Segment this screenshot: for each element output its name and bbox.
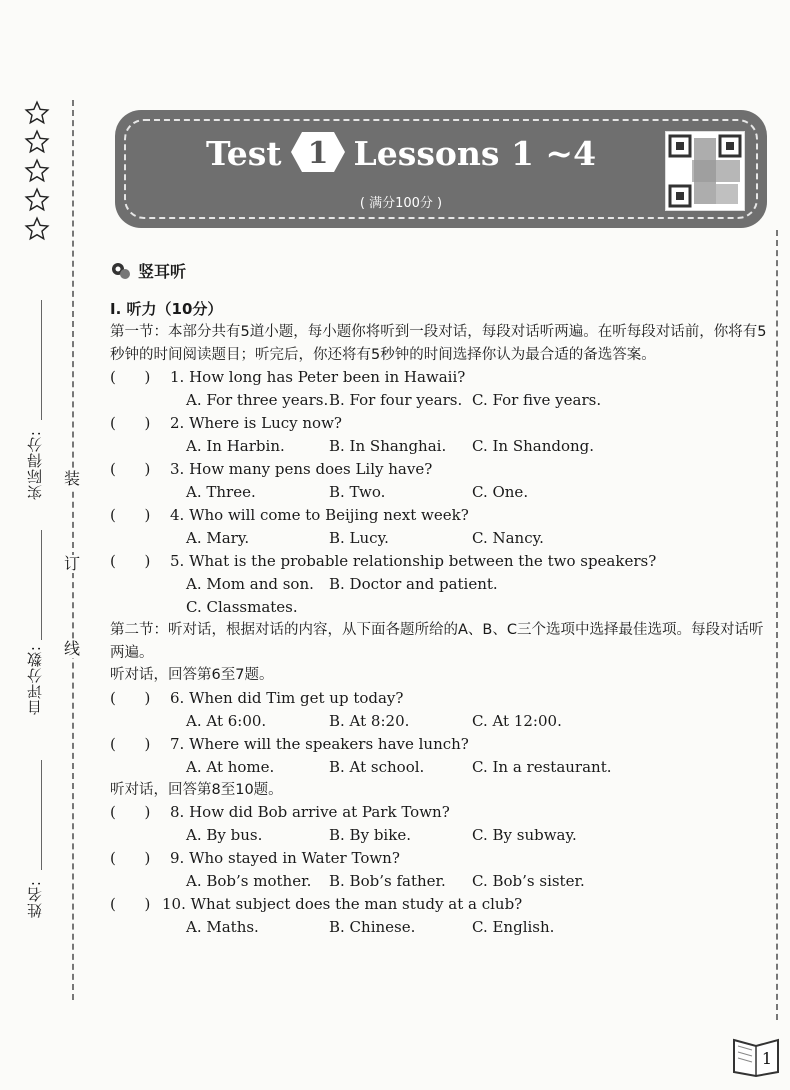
option-c: C. For five years.: [472, 391, 602, 409]
full-score-note: ( 满分100分 ): [359, 196, 443, 211]
binding-char-xian: 线: [64, 639, 81, 658]
name-label: 姓名:: [26, 880, 44, 919]
page-number: 1: [761, 1049, 773, 1068]
qr-code-icon: [666, 132, 744, 210]
score-underline: [41, 300, 42, 420]
option-c: C. In Shandong.: [472, 437, 595, 455]
question-text: 7. Where will the speakers have lunch?: [170, 734, 469, 753]
binding-line: [72, 100, 74, 1000]
answer-blank[interactable]: ( ): [110, 368, 151, 386]
page-number-book-icon: [730, 1030, 782, 1078]
option-c: C. Bob’s sister.: [472, 872, 585, 890]
question-3: [110, 458, 768, 504]
option-b: B. Bob’s father.: [329, 872, 446, 890]
question-7: [110, 733, 768, 779]
star-icon: [24, 216, 50, 242]
self-score-underline: [41, 530, 42, 640]
section-heading: [110, 254, 768, 288]
option-b: B. Doctor and patient.: [329, 575, 498, 593]
option-b: B. At 8:20.: [329, 711, 410, 730]
binding-char-zhuang: 装: [64, 469, 81, 488]
difficulty-stars: [24, 100, 52, 245]
question-text: 8. How did Bob arrive at Park Town?: [170, 803, 450, 821]
option-c: C. In a restaurant.: [472, 757, 612, 776]
lessons-range: Lessons 1 ~4: [353, 134, 597, 173]
actual-score-label: 实际得分:: [26, 430, 44, 501]
option-c: C. Nancy.: [472, 529, 544, 547]
star-icon: [24, 100, 50, 126]
name-underline: [41, 760, 42, 870]
answer-blank[interactable]: ( ): [110, 895, 151, 913]
group-instruction-8-10: 听对话，回答第8至10题。: [110, 781, 283, 798]
option-a: A. For three years.: [186, 391, 329, 409]
option-b: B. In Shanghai.: [329, 437, 447, 455]
question-5: [110, 550, 768, 619]
self-score-label: 自评分数:: [26, 645, 44, 716]
question-text: 9. Who stayed in Water Town?: [170, 849, 400, 867]
option-b: B. Lucy.: [329, 529, 389, 547]
left-margin: [0, 0, 110, 1090]
question-text: 2. Where is Lucy now?: [170, 414, 342, 432]
option-a: A. Bob’s mother.: [186, 872, 312, 890]
question-text: 4. Who will come to Beijing next week?: [170, 506, 469, 524]
option-b: B. Chinese.: [329, 918, 416, 936]
binding-char-ding: 订: [64, 554, 81, 573]
option-a: A. Three.: [186, 483, 256, 501]
option-c: C. One.: [472, 483, 529, 501]
question-text: 3. How many pens does Lily have?: [170, 460, 433, 478]
answer-blank[interactable]: ( ): [110, 803, 151, 821]
test-number: 1: [307, 136, 328, 171]
star-icon: [24, 129, 50, 155]
option-b: B. At school.: [329, 757, 425, 776]
question-4: [110, 504, 768, 550]
option-a: A. By bus.: [186, 826, 263, 844]
answer-blank[interactable]: ( ): [110, 552, 151, 570]
question-10: [110, 893, 768, 939]
option-a: A. Mom and son.: [186, 575, 314, 593]
option-c: C. Classmates.: [186, 598, 298, 616]
option-a: A. At home.: [186, 757, 275, 776]
listening-section: [110, 254, 768, 939]
instruction-part2: 第二节：听对话，根据对话的内容，从下面各题所给的A、B、C三个选项中选择最佳选项。每段对话听两遍。: [110, 622, 764, 661]
option-b: B. Two.: [329, 483, 386, 501]
option-a: A. Mary.: [186, 529, 250, 547]
answer-blank[interactable]: ( ): [110, 688, 151, 707]
question-9: [110, 847, 768, 893]
question-6: [110, 687, 768, 733]
instruction-part1: 第一节：本部分共有5道小题，每小题你将听到一段对话，每段对话听两遍。在听每段对话前，你将有5秒钟的时间阅读题目；听完后，你还将有5秒钟的时间选择你认为最合适的备选答案。: [110, 324, 767, 363]
question-text: 10. What subject does the man study at a club?: [162, 895, 523, 913]
group-instruction-6-7: 听对话，回答第6至7题。: [110, 667, 274, 683]
section-title: 竖耳听: [138, 261, 187, 281]
test-word: Test: [205, 134, 282, 173]
question-1: [110, 366, 768, 412]
banner-title: [115, 134, 687, 177]
test-banner: [115, 110, 767, 228]
question-8: [110, 801, 768, 847]
option-b: B. By bike.: [329, 826, 411, 844]
qr-code[interactable]: [665, 131, 745, 211]
option-b: B. For four years.: [329, 391, 463, 409]
test-number-hexagon: [290, 131, 346, 173]
option-c: C. At 12:00.: [472, 711, 562, 730]
option-a: A. In Harbin.: [186, 437, 285, 455]
option-a: A. Maths.: [186, 918, 259, 936]
answer-blank[interactable]: ( ): [110, 849, 151, 867]
part-title: Ⅰ. 听力（10分）: [110, 300, 223, 318]
option-c: C. English.: [472, 918, 555, 936]
option-a: A. At 6:00.: [186, 711, 267, 730]
answer-blank[interactable]: ( ): [110, 414, 151, 432]
answer-blank[interactable]: ( ): [110, 460, 151, 478]
answer-blank[interactable]: ( ): [110, 506, 151, 524]
option-c: C. By subway.: [472, 826, 577, 844]
question-text: 1. How long has Peter been in Hawaii?: [170, 368, 466, 386]
ear-icon: [110, 260, 132, 282]
question-2: [110, 412, 768, 458]
answer-blank[interactable]: ( ): [110, 734, 151, 753]
star-icon: [24, 187, 50, 213]
star-icon: [24, 158, 50, 184]
question-text: 5. What is the probable relationship between the two speakers?: [170, 552, 657, 570]
question-text: 6. When did Tim get up today?: [170, 688, 404, 707]
right-cut-line: [776, 230, 778, 1020]
